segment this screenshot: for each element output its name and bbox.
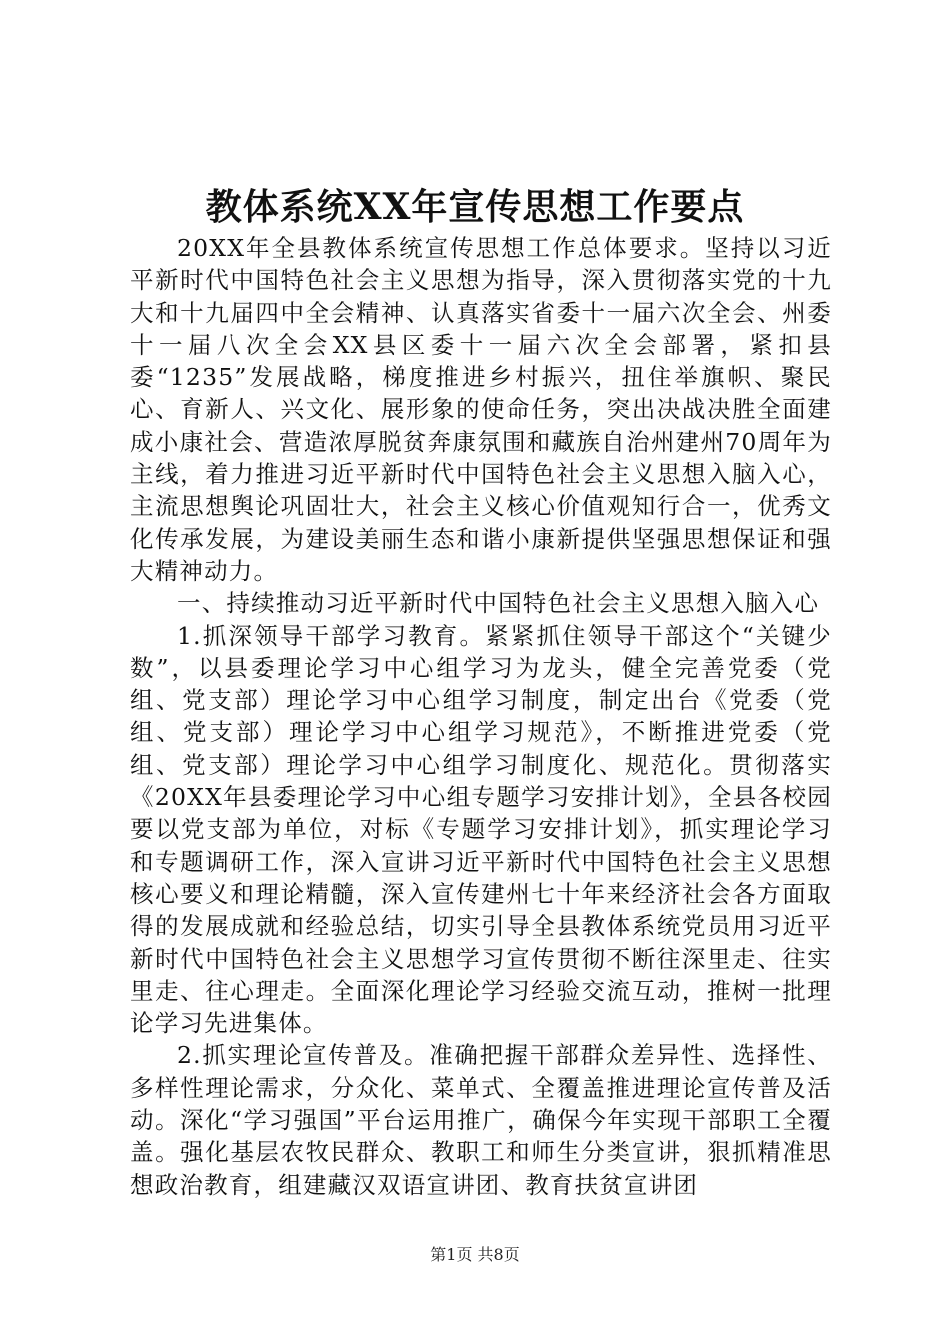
paragraph-item-1: 1.抓深领导干部学习教育。紧紧抓住领导干部这个“关键少数”，以县委理论学习中心组学习为龙头，健全完善党委（党组、党支部）理论学习中心组学习制度，制定出台《党委（党组、党支部）理论学习中心组学习规范》，不断推进党委（党组、党支部）理论学习中心组学习制度化、规范化。贯彻落实《20XX年县委理论学习中心组专题学习安排计划》，全县各校园要以党支部为单位，对标《专题学习安排计划》，抓实理论学习和专题调研工作，深入宣讲习近平新时代中国特色社会主义思想核心要义和理论精髓，深入宣传建州七十年来经济社会各方面取得的发展成就和经验总结，切实引导全县教体系统党员用习近平新时代中国特色社会主义思想学习宣传贯彻不断往深里走、往实里走、往心理走。全面深化理论学习经验交流互动，推树一批理论学习先进集体。 <box>130 621 832 1038</box>
document-title: 教体系统XX年宣传思想工作要点 <box>205 186 745 228</box>
page-number-footer: 第1页 共8页 <box>430 1245 520 1264</box>
paragraph-general-requirements: 20XX年全县教体系统宣传思想工作总体要求。坚持以习近平新时代中国特色社会主义思想为指导，深入贯彻落实党的十九大和十九届四中全会精神、认真落实省委十一届六次全会、州委十一届八次全会XX县区委十一届六次全会部署，紧扣县委“1235”发展战略，梯度推进乡村振兴，扭住举旗帜、聚民心、育新人、兴文化、展形象的使命任务，突出决战决胜全面建成小康社会、营造浓厚脱贫奔康氛围和藏族自治州建州70周年为主线，着力推进习近平新时代中国特色社会主义思想入脑入心，主流思想舆论巩固壮大，社会主义核心价值观知行合一，优秀文化传承发展，为建设美丽生态和谐小康新提供坚强思想保证和强大精神动力。 <box>130 234 832 585</box>
section-heading-1: 一、持续推动习近平新时代中国特色社会主义思想入脑入心 <box>177 589 820 618</box>
paragraph-item-2: 2.抓实理论宣传普及。准确把握干部群众差异性、选择性、多样性理论需求，分众化、菜单式、全覆盖推进理论宣传普及活动。深化“学习强国”平台运用推广，确保今年实现干部职工全覆盖。强化基层农牧民群众、教职工和师生分类宣讲，狠抓精准思想政治教育，组建藏汉双语宣讲团、教育扶贫宣讲团 <box>130 1041 832 1199</box>
document-body <box>130 232 832 1201</box>
